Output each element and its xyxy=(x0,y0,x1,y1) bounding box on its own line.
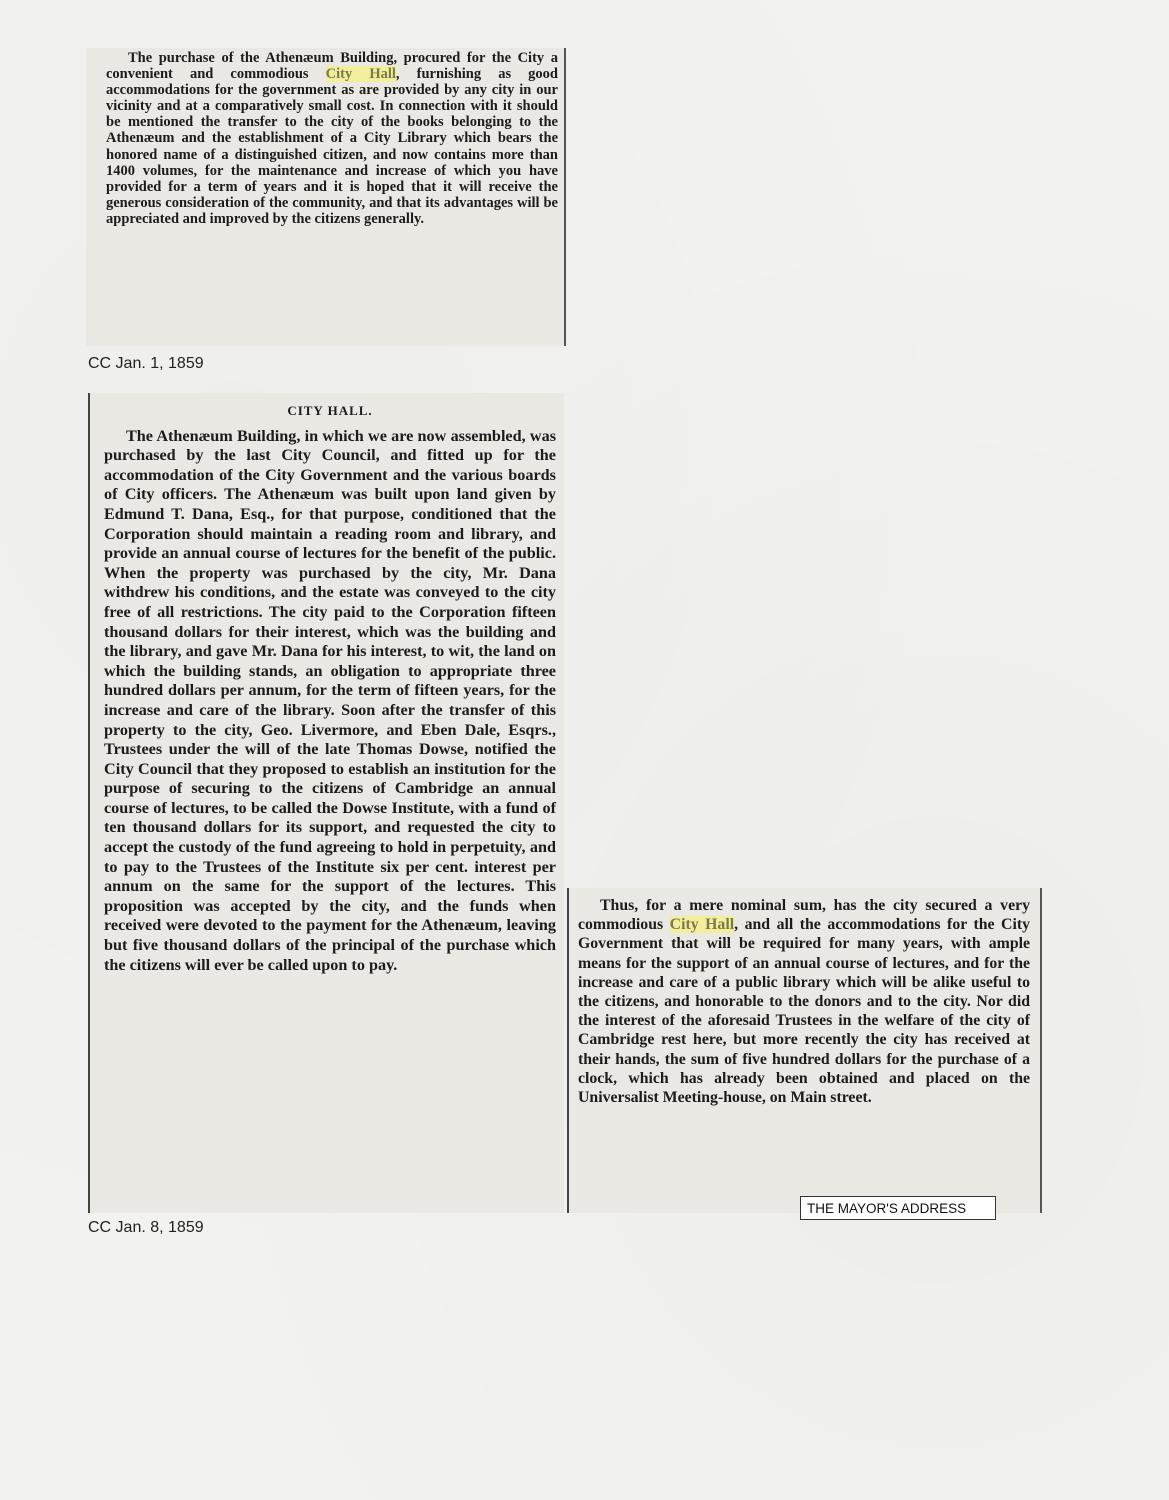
clipping-jan-8 xyxy=(88,393,564,1213)
clipping-mayors-address xyxy=(567,888,1042,1213)
clipping-1-text-part: , furnishing as good accommodations for the government as are provided by any city in our vicinity and at a comparatively small cost. In connection with it should be mentioned the transfer to the city of the books belonging to the Athenæum and the establishment of a City Library which bears the honored name of a distinguished citizen, and now contains more than 1400 volumes, for the maintenance and increase of which you have provided for a term of years and it is hoped that it will receive the generous consideration of the community, and that its advantages will be appreciated and improved by the citizens generally. xyxy=(106,66,558,227)
clipping-3-text-part: Thus, for a mere nominal sum, has the city secured a very commodious xyxy=(578,897,1030,934)
highlight-city-hall: City Hall xyxy=(325,66,396,83)
mayors-address-label: THE MAYOR'S ADDRESS xyxy=(800,1196,996,1220)
caption-jan-1: CC Jan. 1, 1859 xyxy=(88,355,204,372)
caption-jan-8: CC Jan. 8, 1859 xyxy=(88,1219,204,1236)
clipping-3-text-part: , and all the accommodations for the City Government that will be required for many years, with ample means for the support of an annual course of lectures, and for the increase and care of a public library which will be alike useful to the citizens, and honorable to the donors and to the city. Nor did the interest of the aforesaid Trustees in the welfare of the city of Cambridge rest here, but more recently the city has received at their hands, the sum of five hundred dollars for the purchase of a clock, which has already been obtained and placed on the Universalist Meeting-house, on Main street. xyxy=(578,916,1030,1107)
highlight-city-hall: City Hall xyxy=(669,916,735,934)
clipping-3-text xyxy=(578,896,1030,1107)
clipping-heading: CITY HALL. xyxy=(287,403,373,418)
clipping-1-text-part: The purchase of the Athenæum Building, procured for the City a convenient and commodious xyxy=(106,50,558,83)
clipping-jan-1 xyxy=(86,48,566,346)
clipping-1-text xyxy=(106,50,558,227)
clipping-2-text: The Athenæum Building, in which we are now assembled, was purchased by the last City Council, and fitted up for the accommodation of the City Government and the various boards of City officers. The Athenæum was built upon land given by Edmund T. Dana, Esq., for that purpose, conditioned that the Corporation should maintain a reading room and library, and provide an annual course of lectures for the benefit of the public. When the property was purchased by the city, Mr. Dana withdrew his conditions, and the estate was conveyed to the city free of all restrictions. The city paid to the Corporation fifteen thousand dollars for their interest, which was the building and the library, and gave Mr. Dana for his interest, to wit, the land on which the building stands, an obligation to appropriate three hundred dollars per annum, for the term of fifteen years, for the increase and care of the library. Soon after the transfer of this property to the city, Geo. Livermore, and Eben Dale, Esqrs., Trustees under the will of the late Thomas Dowse, notified the City Council that they proposed to establish an institution for the purpose of securing to the citizens of Cambridge an annual course of lectures, to be called the Dowse Institute, with a fund of ten thousand dollars for its support, and requested the city to accept the custody of the fund agreeing to hold in perpetuity, and to pay to the Trustees of the Institute six per cent. interest per annum on the same for the support of the lectures. This proposition was accepted by the city, and the funds when received were devoted to the payment for the Athenæum, leaving but five thousand dollars of the principal of the purchase which the citizens will ever be called upon to pay. xyxy=(104,426,556,974)
